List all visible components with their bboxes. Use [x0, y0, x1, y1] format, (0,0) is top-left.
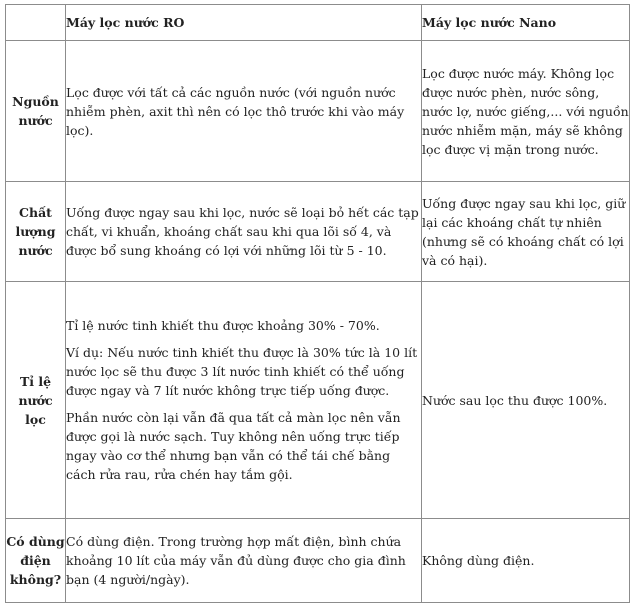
table-row — [6, 282, 630, 519]
table-row — [6, 182, 630, 282]
row-label: Nguồn nước — [6, 41, 66, 182]
cell-text: Tỉ lệ nước tinh khiết thu được khoảng 30% - 70%. — [66, 318, 380, 333]
table-row — [6, 519, 630, 603]
row-label: Chất lượng nước — [6, 182, 66, 282]
comparison-table — [5, 4, 630, 603]
cell-text: Uống được ngay sau khi lọc, nước sẽ loại bỏ hết các tạp chất, vi khuẩn, khoáng chất sau khi qua lõi số 4, và được bổ sung khoáng có lợi với những lõi từ 5 - 10. — [66, 205, 419, 258]
row-label: Tỉ lệ nước lọc — [6, 282, 66, 519]
cell-text: Có dùng điện. Trong trường hợp mất điện, bình chứa khoảng 10 lít của máy vẫn đủ dùng được cho gia đình bạn (4 người/ngày). — [66, 534, 406, 587]
corner-cell — [6, 5, 66, 41]
table-row — [6, 41, 630, 182]
cell-text: Phần nước còn lại vẫn đã qua tất cả màn lọc nên vẫn được gọi là nước sạch. Tuy không nên uống trực tiếp ngay vào cơ thể nhưng bạn vẫn có thể tái chế bằng cách rửa rau, rửa chén hay tắm gội. — [66, 410, 401, 482]
nano-cell — [422, 282, 630, 519]
ro-cell — [66, 41, 422, 182]
column-header-ro: Máy lọc nước RO — [66, 5, 422, 41]
ro-cell — [66, 282, 422, 519]
cell-text: Nước sau lọc thu được 100%. — [422, 392, 608, 408]
row-label: Có dùng điện không? — [6, 519, 66, 603]
nano-cell — [422, 182, 630, 282]
column-header-nano: Máy lọc nước Nano — [422, 5, 630, 41]
cell-text: Không dùng điện. — [422, 553, 535, 568]
cell-text: Lọc được nước máy. Không lọc được nước phèn, nước sông, nước lợ, nước giếng,... với nguồn nước nhiễm mặn, máy sẽ không lọc được vị mặn trong nước. — [422, 65, 629, 157]
cell-text: Ví dụ: Nếu nước tinh khiết thu được là 30% tức là 10 lít nước lọc sẽ thu được 3 lít nước tinh khiết có thể uống được ngay và 7 lít nước không trực tiếp uống được. — [66, 345, 418, 398]
ro-cell — [66, 519, 422, 603]
cell-text: Lọc được với tất cả các nguồn nước (với nguồn nước nhiễm phèn, axit thì nên có lọc thô trước khi vào máy lọc). — [66, 84, 405, 138]
header-row — [6, 5, 630, 41]
cell-text: Uống được ngay sau khi lọc, giữ lại các khoáng chất tự nhiên (nhưng sẽ có khoáng chất có lợi và có hại). — [422, 195, 626, 268]
nano-cell — [422, 519, 630, 603]
nano-cell — [422, 41, 630, 182]
ro-cell — [66, 182, 422, 282]
